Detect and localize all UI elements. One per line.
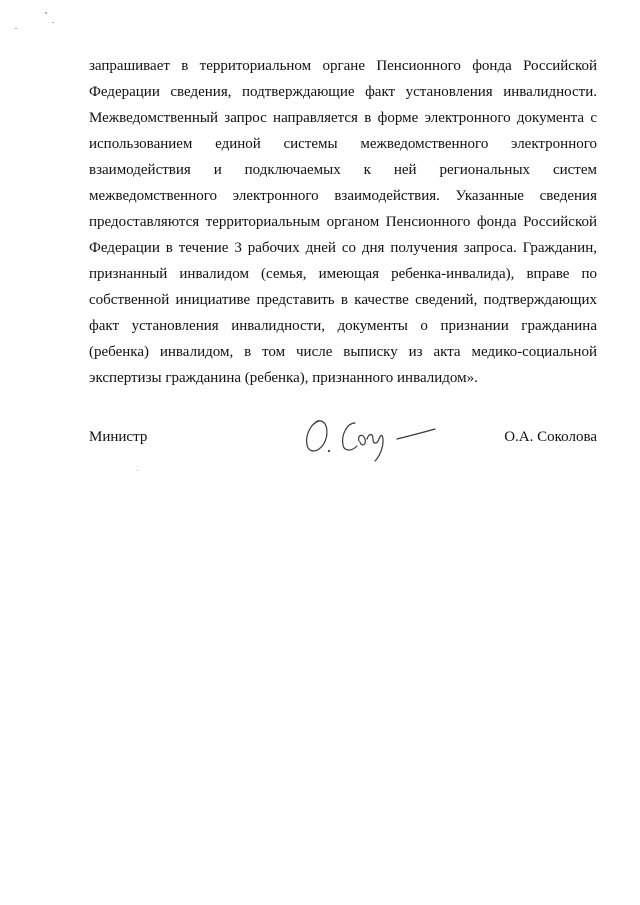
text-line: Межведомственный запрос направляется в форме электронного документа с bbox=[89, 110, 597, 126]
text-line: использованием единой системы межведомственного электронного bbox=[89, 136, 597, 152]
text-line: собственной инициативе представить в качестве сведений, подтверждающих bbox=[89, 292, 597, 308]
signature-block bbox=[89, 427, 597, 457]
text-line: предоставляются территориальным органом Пенсионного фонда Российской bbox=[89, 214, 597, 230]
handwritten-signature-icon bbox=[297, 409, 457, 465]
text-line: экспертизы гражданина (ребенка), признанного инвалидом». bbox=[89, 370, 478, 386]
text-line: факт установления инвалидности, документы о признании гражданина bbox=[89, 318, 597, 334]
text-line: Федерации в течение 3 рабочих дней со дня получения запроса. Гражданин, bbox=[89, 240, 597, 256]
scan-speck bbox=[45, 12, 47, 14]
scan-speck bbox=[137, 470, 138, 471]
text-line: взаимодействия и подключаемых к ней региональных систем bbox=[89, 162, 597, 178]
text-line: межведомственного электронного взаимодействия. Указанные сведения bbox=[89, 188, 597, 204]
scan-speck bbox=[52, 22, 54, 23]
signer-name: О.А. Соколова bbox=[504, 429, 597, 445]
document-body bbox=[89, 53, 597, 391]
text-line: Федерации сведения, подтверждающие факт установления инвалидности. bbox=[89, 84, 597, 100]
text-line: запрашивает в территориальном органе Пенсионного фонда Российской bbox=[89, 58, 597, 74]
text-line: (ребенка) инвалидом, в том числе выписку из акта медико-социальной bbox=[89, 344, 597, 360]
text-line: признанный инвалидом (семья, имеющая ребенка-инвалида), вправе по bbox=[89, 266, 597, 282]
signer-role: Министр bbox=[89, 429, 148, 445]
scan-speck bbox=[15, 28, 17, 29]
